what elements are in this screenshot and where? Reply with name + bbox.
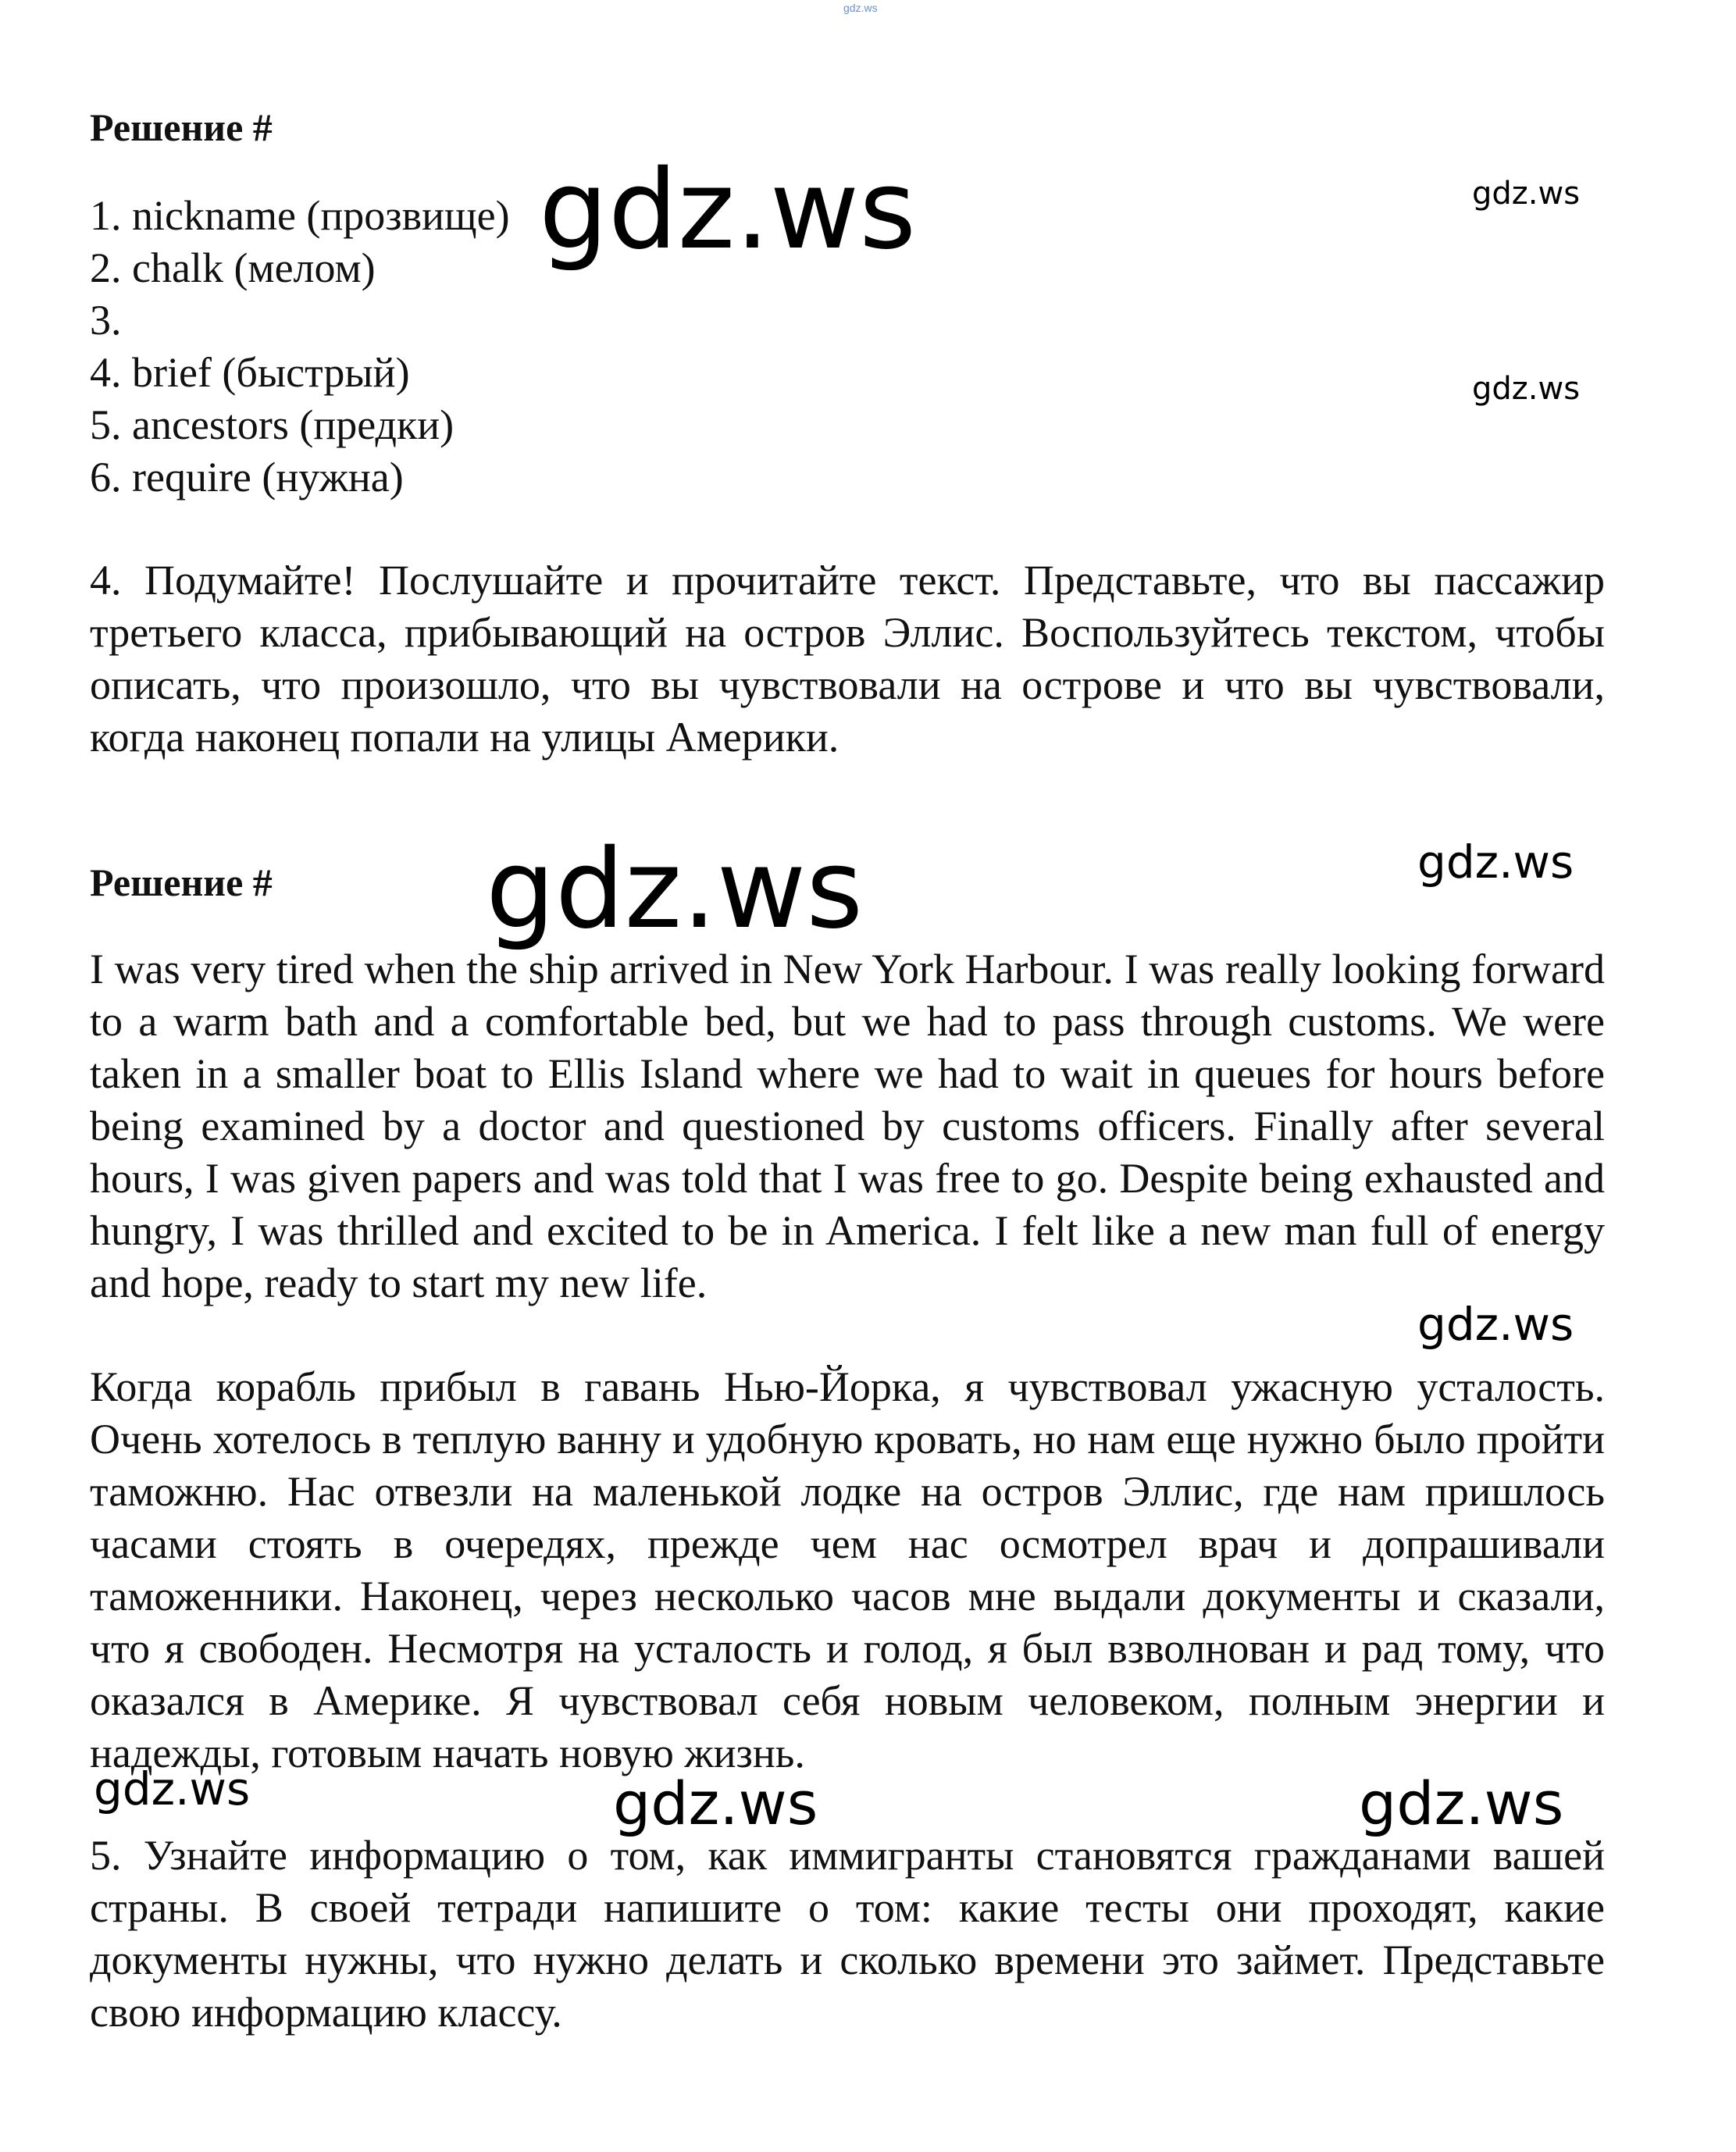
watermark-logo: gdz.ws: [1417, 836, 1574, 889]
watermark-logo: gdz.ws: [94, 1762, 251, 1815]
list-item: 6. require (нужна): [90, 454, 404, 501]
solution-heading-1: Решение #: [90, 105, 273, 149]
vocabulary-list: [90, 190, 510, 504]
watermark-logo: gdz.ws: [1472, 371, 1581, 407]
solution-heading-2: Решение #: [90, 860, 273, 904]
watermark-logo: gdz.ws: [486, 826, 864, 953]
watermark-logo: gdz.ws: [1359, 1769, 1564, 1838]
task-5-text: 5. Узнайте информацию о том, как иммигранты становятся гражданами вашей страны. В своей тетради напишите о том: какие тесты они проходят, какие документы нужны, что нужно делать и сколько времени это займет. Представьте свою информацию классу.: [90, 1832, 1605, 2036]
list-item: 4. brief (быстрый): [90, 349, 410, 396]
watermark-logo: gdz.ws: [1472, 176, 1581, 212]
list-item: 5. ancestors (предки): [90, 401, 454, 448]
english-answer: I was very tired when the ship arrived in New York Harbour. I was really looking forward to a warm bath and a comfortable bed, but we had to pass through customs. We were taken in a smaller boat to Ellis Island where we had to wait in queues for hours before being examined by a doctor and questioned by customs officers. Finally after several hours, I was given papers and was told that I was free to go. Despite being exhausted and hungry, I was thrilled and excited to be in America. I felt like a new man full of energy and hope, ready to start my new life.: [90, 946, 1605, 1306]
watermark-logo: gdz.ws: [613, 1769, 818, 1838]
watermark-logo: gdz.ws: [539, 147, 917, 274]
task-4-text: 4. Подумайте! Послушайте и прочитайте текст. Представьте, что вы пассажир третьего класса, прибывающий на остров Эллис. Воспользуйтесь текстом, чтобы описать, что произошло, что вы чувствовали на острове и что вы чувствовали, когда наконец попали на улицы Америки.: [90, 557, 1605, 761]
list-item: 3.: [90, 297, 122, 344]
list-item: 2. chalk (мелом): [90, 244, 376, 291]
top-watermark: gdz.ws: [843, 2, 878, 14]
russian-translation: Когда корабль прибыл в гавань Нью-Йорка, я чувствовал ужасную усталость. Очень хотелось в теплую ванну и удобную кровать, но нам еще нужно было пройти таможню. Нас отвезли на маленькой лодке на остров Эллис, где нам пришлось часами стоять в очередях, прежде чем нас осмотрел врач и допрашивали таможенники. Наконец, через несколько часов мне выдали документы и сказали, что я свободен. Несмотря на усталость и голод, я был взволнован и рад тому, что оказался в Америке. Я чувствовал себя новым человеком, полным энергии и надежды, готовым начать новую жизнь.: [90, 1363, 1605, 1776]
watermark-logo: gdz.ws: [1417, 1298, 1574, 1351]
list-item: 1. nickname (прозвище): [90, 192, 510, 239]
